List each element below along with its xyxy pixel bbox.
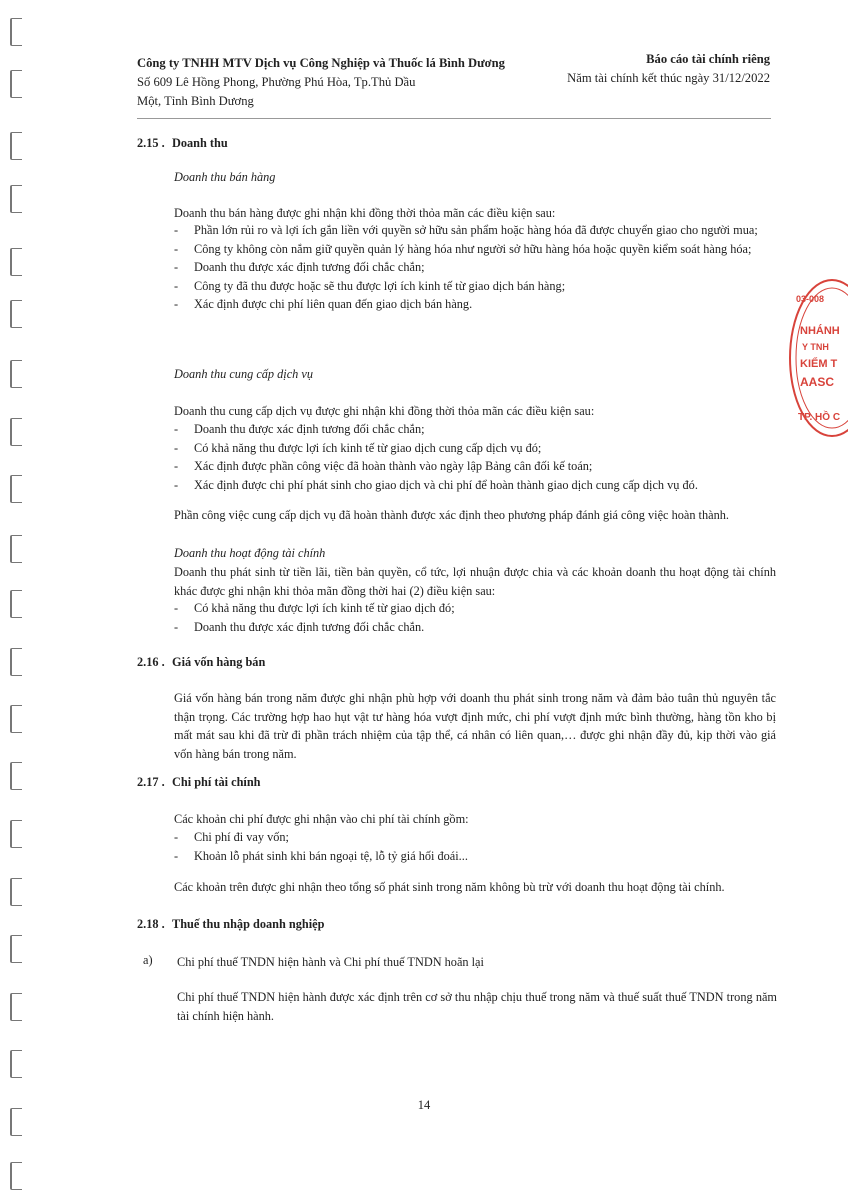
binder-hole	[10, 878, 22, 906]
company-address-line1: Số 609 Lê Hồng Phong, Phường Phú Hòa, Tp.Thủ Dầu	[137, 75, 416, 89]
auditor-stamp	[788, 278, 848, 438]
list-item: - Doanh thu được xác định tương đối chắc chắn.	[174, 618, 776, 637]
paragraph: Chi phí thuế TNDN hiện hành được xác định trên cơ sở thu nhập chịu thuế trong năm và thuế suất thuế TNDN trong năm tài chính hiện hành.	[177, 990, 777, 1023]
binder-hole	[10, 535, 22, 563]
binder-hole	[10, 132, 22, 160]
binder-hole	[10, 705, 22, 733]
stamp-text-2: Y TNH	[802, 342, 829, 352]
binder-hole	[10, 18, 22, 46]
list-item: - Doanh thu được xác định tương đối chắc chắn;	[174, 258, 776, 277]
stamp-text-4: AASC	[800, 375, 835, 389]
list-item: - Chi phí đi vay vốn;	[174, 828, 776, 847]
section-number: 2.16 .	[137, 655, 165, 669]
section-title: Chi phí tài chính	[172, 775, 261, 789]
binder-hole	[10, 70, 22, 98]
paragraph: Giá vốn hàng bán trong năm được ghi nhận phù hợp với doanh thu phát sinh trong năm và đảm bảo tuân thủ nguyên tắc thận trọng. Các trường hợp hao hụt vật tư hàng hóa vượt định mức, chi phí vượt định mức bình thường, hàng tồn kho bị mất mát sau khi đã trừ đi phần trách nhiệm của tập thể, cá nhân có liên quan,… được ghi nhận đầy đủ, kịp thời vào giá vốn hàng bán trong năm.	[174, 691, 776, 761]
stamp-text-5: TP. HỒ C	[798, 412, 841, 423]
list-item: - Doanh thu được xác định tương đối chắc chắn;	[174, 420, 776, 439]
section-number: 2.18 .	[137, 917, 165, 931]
binder-hole	[10, 248, 22, 276]
stamp-code: 03-008	[796, 294, 825, 304]
binder-hole	[10, 300, 22, 328]
company-name: Công ty TNHH MTV Dịch vụ Công Nghiệp và Thuốc lá Bình Dương	[137, 56, 505, 70]
binder-hole	[10, 648, 22, 676]
header-divider	[137, 118, 771, 119]
paragraph: Doanh thu bán hàng được ghi nhận khi đồng thời thỏa mãn các điều kiện sau:	[174, 206, 556, 220]
paragraph: Doanh thu cung cấp dịch vụ được ghi nhận khi đồng thời thỏa mãn các điều kiện sau:	[174, 404, 595, 418]
list-item: - Có khả năng thu được lợi ích kinh tế từ giao dịch đó;	[174, 599, 776, 618]
section-number: 2.17 .	[137, 775, 165, 789]
report-title: Báo cáo tài chính riêng	[646, 52, 770, 66]
binder-hole	[10, 185, 22, 213]
list-item: - Xác định được phần công việc đã hoàn thành vào ngày lập Bảng cân đối kế toán;	[174, 457, 776, 476]
item-text: Chi phí thuế TNDN hiện hành và Chi phí thuế TNDN hoãn lại	[177, 955, 484, 969]
stamp-text-1: NHÁNH	[800, 325, 840, 337]
subheading: Doanh thu bán hàng	[174, 170, 276, 184]
page-number: 14	[417, 1098, 431, 1112]
company-header	[137, 54, 557, 111]
section-title: Doanh thu	[172, 136, 228, 150]
binder-hole	[10, 360, 22, 388]
paragraph: Các khoản chi phí được ghi nhận vào chi phí tài chính gồm:	[174, 812, 469, 826]
list-item: - Có khả năng thu được lợi ích kinh tế từ giao dịch cung cấp dịch vụ đó;	[174, 439, 776, 458]
list-item: - Xác định được chi phí phát sinh cho giao dịch và chi phí để hoàn thành giao dịch cung cấp dịch vụ đó.	[174, 476, 776, 495]
bullet-list	[174, 420, 776, 494]
bullet-list	[174, 221, 776, 314]
binder-hole	[10, 1162, 22, 1190]
binder-hole	[10, 762, 22, 790]
binder-edge	[8, 0, 30, 1200]
report-header	[567, 50, 770, 88]
section-number: 2.15 .	[137, 136, 165, 150]
paragraph: Phần công việc cung cấp dịch vụ đã hoàn thành được xác định theo phương pháp đánh giá công việc hoàn thành.	[174, 508, 729, 522]
section-title: Giá vốn hàng bán	[172, 655, 266, 669]
stamp-text-3: KIỂM T	[800, 358, 838, 370]
paragraph: Các khoản trên được ghi nhận theo tổng số phát sinh trong năm không bù trừ với doanh thu hoạt động tài chính.	[174, 880, 725, 894]
binder-hole	[10, 418, 22, 446]
list-item: - Xác định được chi phí liên quan đến giao dịch bán hàng.	[174, 295, 776, 314]
bullet-list	[174, 599, 776, 636]
paragraph: Doanh thu phát sinh từ tiền lãi, tiền bản quyền, cổ tức, lợi nhuận được chia và các khoản doanh thu hoạt động tài chính khác được ghi nhận khi thỏa mãn đồng thời hai (2) điều kiện sau:	[174, 565, 776, 598]
binder-hole	[10, 820, 22, 848]
company-address-line2: Một, Tỉnh Bình Dương	[137, 94, 254, 108]
subheading: Doanh thu cung cấp dịch vụ	[174, 367, 313, 381]
section-title: Thuế thu nhập doanh nghiệp	[172, 917, 325, 931]
binder-hole	[10, 1050, 22, 1078]
subheading: Doanh thu hoạt động tài chính	[174, 546, 326, 560]
binder-hole	[10, 993, 22, 1021]
binder-hole	[10, 475, 22, 503]
item-label: a)	[143, 953, 153, 967]
list-item: - Phần lớn rủi ro và lợi ích gắn liền với quyền sở hữu sản phẩm hoặc hàng hóa đã được chuyển giao cho người mua;	[174, 221, 776, 240]
list-item: - Công ty đã thu được hoặc sẽ thu được lợi ích kinh tế từ giao dịch bán hàng;	[174, 277, 776, 296]
binder-hole	[10, 590, 22, 618]
report-period: Năm tài chính kết thúc ngày 31/12/2022	[567, 71, 770, 85]
bullet-list	[174, 828, 776, 865]
list-item: - Công ty không còn nắm giữ quyền quản lý hàng hóa như người sở hữu hàng hóa hoặc quyền kiểm soát hàng hóa;	[174, 240, 776, 259]
list-item: - Khoản lỗ phát sinh khi bán ngoại tệ, lỗ tỷ giá hối đoái...	[174, 847, 776, 866]
binder-hole	[10, 935, 22, 963]
